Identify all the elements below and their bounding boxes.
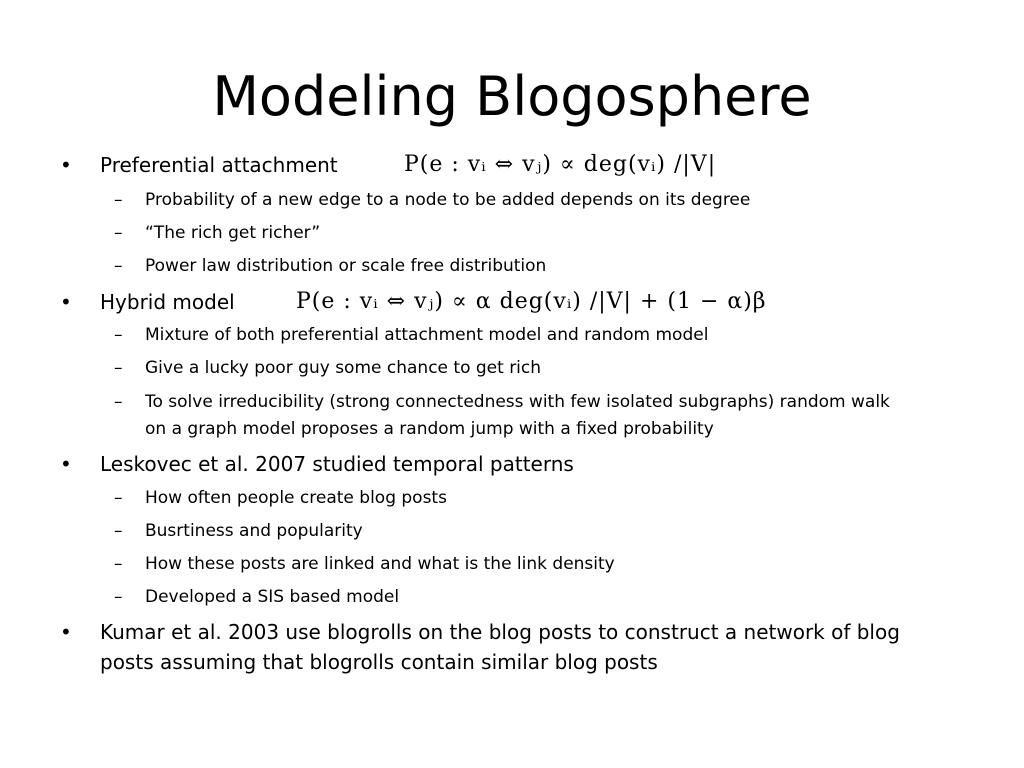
bullet-marker: •: [60, 290, 72, 314]
bullet-marker: •: [60, 620, 72, 644]
sub-bullet: How these posts are linked and what is the link density: [145, 554, 615, 574]
sub-bullet-marker: –: [114, 392, 123, 412]
sub-bullet-marker: –: [114, 587, 123, 607]
sub-bullet-marker: –: [114, 190, 123, 210]
bullet-hybrid-model: Hybrid model: [100, 290, 235, 314]
sub-bullet-marker: –: [114, 256, 123, 276]
sub-bullet: “The rich get richer”: [145, 223, 321, 243]
sub-bullet-marker: –: [114, 554, 123, 574]
sub-bullet: Power law distribution or scale free distribution: [145, 256, 547, 276]
sub-bullet-marker: –: [114, 358, 123, 378]
sub-bullet: Busrtiness and popularity: [145, 521, 363, 541]
sub-bullet: Mixture of both preferential attachment model and random model: [145, 325, 709, 345]
sub-bullet-marker: –: [114, 223, 123, 243]
bullet-leskovec: Leskovec et al. 2007 studied temporal patterns: [100, 452, 574, 476]
bullet-preferential-attachment: Preferential attachment: [100, 153, 338, 177]
bullet-kumar-continuation: posts assuming that blogrolls contain similar blog posts: [100, 650, 658, 674]
bullet-kumar: Kumar et al. 2003 use blogrolls on the blog posts to construct a network of blog: [100, 620, 900, 644]
sub-bullet: Give a lucky poor guy some chance to get rich: [145, 358, 542, 378]
sub-bullet-marker: –: [114, 488, 123, 508]
sub-bullet: Probability of a new edge to a node to be added depends on its degree: [145, 190, 751, 210]
bullet-marker: •: [60, 452, 72, 476]
sub-bullet-continuation: on a graph model proposes a random jump with a fixed probability: [145, 419, 714, 439]
sub-bullet: How often people create blog posts: [145, 488, 447, 508]
sub-bullet: Developed a SIS based model: [145, 587, 400, 607]
preferential-attachment-formula: P(e : vᵢ ⇔ vⱼ) ∝ deg(vᵢ) /|V|: [404, 152, 717, 177]
slide-title: Modeling Blogosphere: [212, 65, 812, 128]
sub-bullet-marker: –: [114, 521, 123, 541]
sub-bullet-marker: –: [114, 325, 123, 345]
sub-bullet: To solve irreducibility (strong connectedness with few isolated subgraphs) random walk: [145, 392, 890, 412]
hybrid-model-formula: P(e : vᵢ ⇔ vⱼ) ∝ α deg(vᵢ) /|V| + (1 − α)β: [296, 289, 767, 314]
bullet-marker: •: [60, 153, 72, 177]
